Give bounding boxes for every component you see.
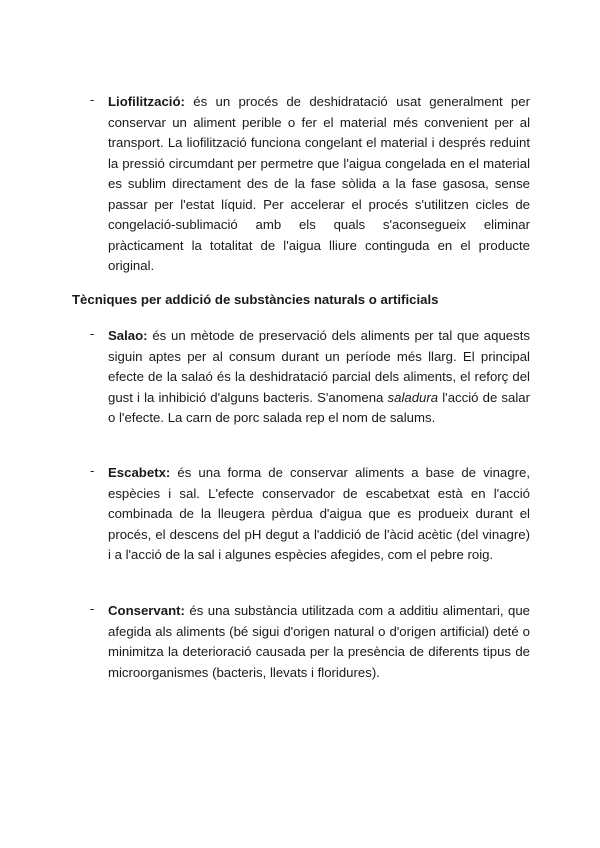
section-heading: Tècniques per addició de substàncies naturals o artificials <box>72 292 439 307</box>
item-text: és una forma de conservar aliments a base de vinagre, espècies i sal. L'efecte conservador de escabetxat està en l'acció combinada de la lleugera pèrdua d'aigua que es produeix durant el procés, el descens del pH degut a l'addició de l'àcid acètic (del vinagre) i a l'acció de la sal i algunes espècies afegides, com el pebre roig. <box>108 465 530 562</box>
list-item-conservant <box>90 601 530 683</box>
list-item-salao <box>90 326 530 429</box>
item-paragraph <box>108 601 530 683</box>
item-paragraph <box>108 326 530 429</box>
list-item-escabetx <box>90 463 530 566</box>
item-paragraph <box>108 463 530 566</box>
item-text: és un procés de deshidratació usat generalment per conservar un aliment perible o fer el material més convenient per al transport. La liofilització funciona congelant el material i després reduint la pressió circumdant per permetre que l'aigua congelada en el material es sublim directament des de la fase sòlida a la fase gasosa, sense passar per l'estat líquid. Per accelerar el procés s'utilitzen cicles de congelació-sublimació amb els quals s'aconsegueix eliminar pràcticament la totalitat de l'aigua lliure continguda en el producte original. <box>108 94 530 273</box>
item-paragraph <box>108 92 530 277</box>
bullet-dash: - <box>90 601 95 616</box>
item-term: Liofilització: <box>108 94 185 109</box>
item-text: és una substància utilitzada com a additiu alimentari, que afegida als aliments (bé sigui d'origen natural o d'origen artificial) deté o minimitza la deterioració causada per la presència de diferents tipus de microorganismes (bacteris, llevats i floridures). <box>108 603 530 680</box>
item-text-after: l'acció de salar o l'efecte. La carn de porc salada rep el nom de salums. <box>108 389 530 425</box>
list-item-liofilitzacio <box>90 92 530 277</box>
item-term: Salao: <box>108 328 148 343</box>
bullet-dash: - <box>90 463 95 478</box>
item-term: Escabetx: <box>108 465 171 480</box>
bullet-dash: - <box>90 92 95 107</box>
bullet-dash: - <box>90 326 95 341</box>
item-text: és un mètode de preservació dels aliments per tal que aquests siguin aptes per al consum durant un període més llarg. El principal efecte de la salaó és la deshidratació parcial dels aliments, el reforç del gust i la inhibició d'alguns bacteris. S'anomena <box>108 328 530 405</box>
item-term: Conservant: <box>108 603 185 618</box>
item-italic-term: saladura <box>387 389 439 405</box>
